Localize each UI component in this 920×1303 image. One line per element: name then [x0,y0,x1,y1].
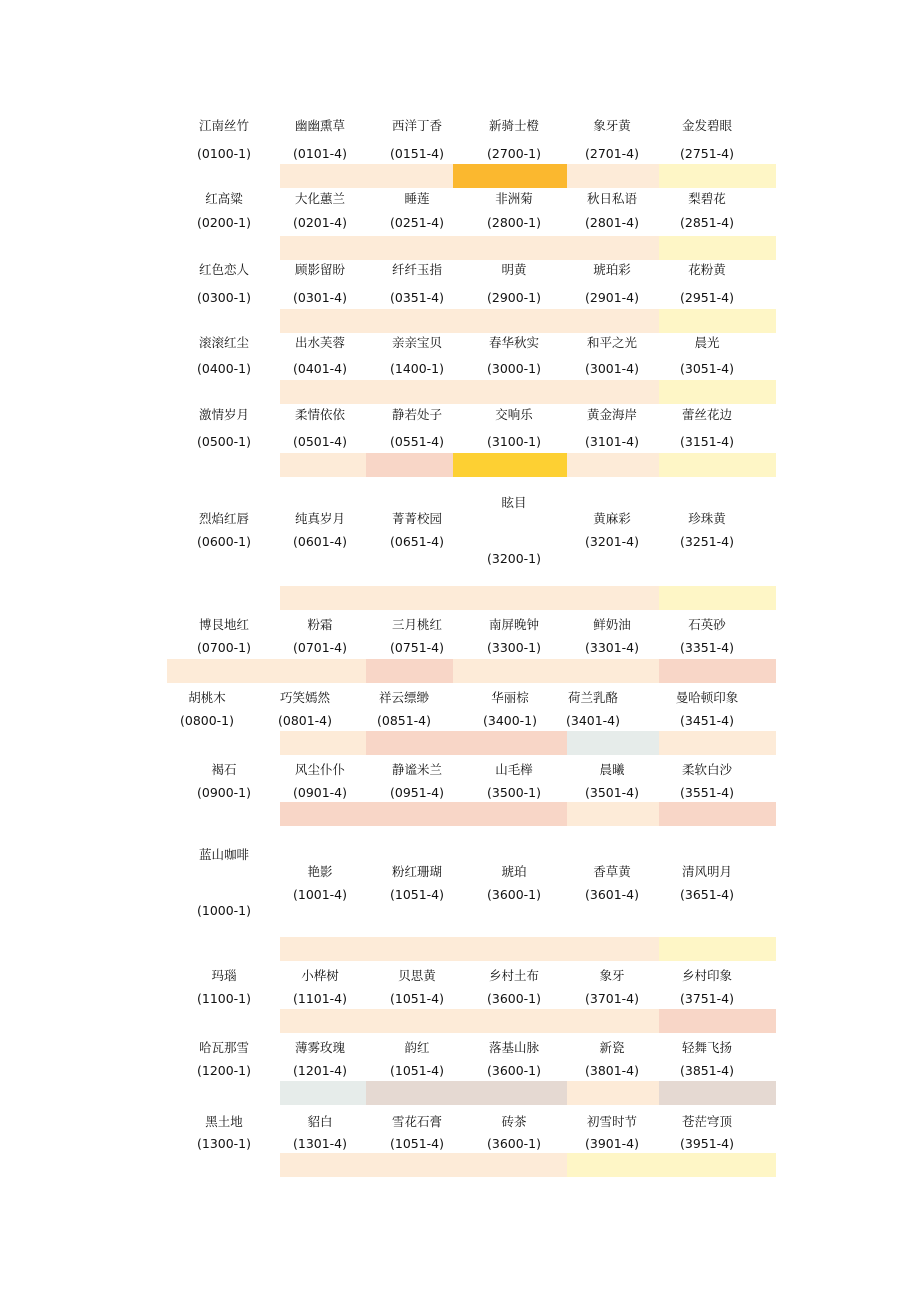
color-swatch [453,1153,567,1177]
color-code: (3200-1) [486,551,542,566]
color-swatch [366,453,453,477]
color-swatch [366,1153,453,1177]
color-code: (3001-4) [584,361,640,376]
color-name: 烈焰红唇 [198,511,250,526]
color-swatch [280,659,366,683]
color-name: 交响乐 [495,407,533,422]
color-swatch [453,380,567,404]
color-code: (1100-1) [196,991,252,1006]
color-swatch [366,731,453,755]
color-name: 静若处子 [391,407,443,422]
color-name: 纤纤玉指 [391,262,443,277]
color-name: 西洋丁香 [391,118,443,133]
color-name: 顾影留盼 [294,262,346,277]
color-swatch [659,380,776,404]
color-swatch [280,802,366,826]
color-swatch [366,659,453,683]
color-name: 亲亲宝贝 [391,335,443,350]
color-code: (0251-4) [389,215,445,230]
color-swatch [280,731,366,755]
color-code: (1201-4) [292,1063,348,1078]
color-swatch [659,802,776,826]
color-swatch [366,802,453,826]
color-code: (1200-1) [196,1063,252,1078]
color-swatch [453,453,567,477]
color-name: 雪花石膏 [391,1114,443,1129]
color-name: 乡村印象 [681,968,733,983]
color-name: 山毛榉 [495,762,533,777]
color-code: (0351-4) [389,290,445,305]
color-name: 象牙黄 [593,118,631,133]
color-code: (3600-1) [486,887,542,902]
color-name: 黄麻彩 [593,511,631,526]
color-name: 珍珠黄 [688,511,726,526]
color-swatch [366,1081,453,1105]
color-name: 曼哈顿印象 [675,690,739,705]
color-name: 鲜奶油 [593,617,631,632]
color-code: (3751-4) [679,991,735,1006]
color-name: 落基山脉 [488,1040,540,1055]
color-code: (3301-4) [584,640,640,655]
color-code: (3151-4) [679,434,735,449]
color-code: (0501-4) [292,434,348,449]
color-name: 新骑士橙 [488,118,540,133]
color-name: 石英砂 [688,617,726,632]
color-name: 晨曦 [599,762,625,777]
color-name: 南屏晚钟 [488,617,540,632]
color-name: 出水芙蓉 [294,335,346,350]
color-swatch [567,659,659,683]
color-name: 轻舞飞扬 [681,1040,733,1055]
color-code: (2951-4) [679,290,735,305]
color-code: (3501-4) [584,785,640,800]
color-name: 琥珀彩 [593,262,631,277]
color-name: 明黄 [501,262,527,277]
color-code: (0751-4) [389,640,445,655]
color-swatch [366,309,453,333]
color-code: (0851-4) [376,713,432,728]
color-name: 褐石 [211,762,237,777]
color-swatch [453,309,567,333]
color-code: (3951-4) [679,1136,735,1151]
color-code: (3251-4) [679,534,735,549]
color-code: (0401-4) [292,361,348,376]
color-name: 花粉黄 [688,262,726,277]
color-swatch [366,1009,453,1033]
color-name: 韵红 [404,1040,430,1055]
color-code: (3901-4) [584,1136,640,1151]
color-code: (2900-1) [486,290,542,305]
color-name: 荷兰乳酪 [567,690,619,705]
color-swatch [659,1081,776,1105]
color-swatch [280,1009,366,1033]
color-swatch [280,236,366,260]
color-code: (3701-4) [584,991,640,1006]
color-code: (1400-1) [389,361,445,376]
color-swatch [659,236,776,260]
color-swatch [659,659,776,683]
color-code: (0900-1) [196,785,252,800]
color-name: 贝思黄 [398,968,436,983]
color-name: 艳影 [307,864,333,879]
color-swatch [453,1081,567,1105]
color-code: (3500-1) [486,785,542,800]
color-code: (1101-4) [292,991,348,1006]
color-name: 秋日私语 [586,191,638,206]
color-name: 玛瑙 [211,968,237,983]
color-name: 博艮地红 [198,617,250,632]
color-code: (2700-1) [486,146,542,161]
color-swatch [659,453,776,477]
color-code: (0301-4) [292,290,348,305]
color-name: 眩目 [501,495,527,510]
color-name: 蓝山咖啡 [198,847,250,862]
color-name: 金发碧眼 [681,118,733,133]
color-code: (2800-1) [486,215,542,230]
color-swatch [366,380,453,404]
color-name: 小桦树 [301,968,339,983]
color-code: (3351-4) [679,640,735,655]
color-swatch [453,586,567,610]
color-code: (3201-4) [584,534,640,549]
color-swatch [659,1009,776,1033]
color-code: (3300-1) [486,640,542,655]
color-code: (2701-4) [584,146,640,161]
color-code: (3100-1) [486,434,542,449]
color-swatch [280,309,366,333]
color-swatch [453,1009,567,1033]
color-code: (1300-1) [196,1136,252,1151]
color-code: (0300-1) [196,290,252,305]
color-code: (0400-1) [196,361,252,376]
color-code: (2901-4) [584,290,640,305]
color-name: 三月桃红 [391,617,443,632]
color-code: (1001-4) [292,887,348,902]
color-name: 苍茫穹顶 [681,1114,733,1129]
color-code: (3600-1) [486,1063,542,1078]
color-code: (0551-4) [389,434,445,449]
color-code: (3801-4) [584,1063,640,1078]
color-name: 黄金海岸 [586,407,638,422]
color-name: 新瓷 [599,1040,625,1055]
color-swatch [659,586,776,610]
color-name: 初雪时节 [586,1114,638,1129]
color-swatch [567,453,659,477]
color-swatch [280,586,366,610]
color-swatch [567,236,659,260]
color-swatch [280,1153,366,1177]
color-name: 江南丝竹 [198,118,250,133]
color-name: 红色恋人 [198,262,250,277]
color-name: 和平之光 [586,335,638,350]
color-name: 静谧米兰 [391,762,443,777]
color-name: 梨碧花 [688,191,726,206]
color-code: (1051-4) [389,1063,445,1078]
color-code: (0651-4) [389,534,445,549]
color-code: (0601-4) [292,534,348,549]
color-swatch [659,309,776,333]
color-code: (2801-4) [584,215,640,230]
color-name: 象牙 [599,968,625,983]
color-name: 柔软白沙 [681,762,733,777]
color-name: 幽幽熏草 [294,118,346,133]
color-swatch [567,1009,659,1033]
color-name: 激情岁月 [198,407,250,422]
color-code: (3451-4) [679,713,735,728]
color-swatch [659,164,776,188]
color-code: (0800-1) [179,713,235,728]
color-code: (3101-4) [584,434,640,449]
color-name: 香草黄 [593,864,631,879]
color-code: (0101-4) [292,146,348,161]
color-swatch [366,236,453,260]
color-code: (0951-4) [389,785,445,800]
color-name: 祥云缥缈 [378,690,430,705]
color-code: (0151-4) [389,146,445,161]
color-swatch [567,309,659,333]
color-code: (1051-4) [389,1136,445,1151]
color-code: (3000-1) [486,361,542,376]
color-swatch [366,937,453,961]
color-swatch [280,164,366,188]
color-name: 柔情依依 [294,407,346,422]
color-swatch [659,1153,776,1177]
color-code: (1051-4) [389,991,445,1006]
color-swatch [567,586,659,610]
color-swatch [366,164,453,188]
color-code: (1000-1) [196,903,252,918]
color-swatch [280,380,366,404]
color-name: 菁菁校园 [391,511,443,526]
color-code: (2751-4) [679,146,735,161]
color-code: (0500-1) [196,434,252,449]
color-name: 滚滚红尘 [198,335,250,350]
color-name: 晨光 [694,335,720,350]
color-swatch [453,659,567,683]
color-code: (3551-4) [679,785,735,800]
color-code: (0200-1) [196,215,252,230]
color-name: 纯真岁月 [294,511,346,526]
color-swatch [453,937,567,961]
color-code: (0600-1) [196,534,252,549]
color-swatch [453,236,567,260]
color-code: (1301-4) [292,1136,348,1151]
color-swatch [280,453,366,477]
color-name: 哈瓦那雪 [198,1040,250,1055]
color-swatch [280,937,366,961]
color-swatch [567,937,659,961]
color-swatch [567,1081,659,1105]
color-swatch [567,1153,659,1177]
color-name: 琥珀 [501,864,527,879]
color-name: 貂白 [307,1114,333,1129]
color-name: 红高粱 [205,191,243,206]
color-name: 胡桃木 [188,690,226,705]
color-swatch [567,164,659,188]
color-name: 砖茶 [501,1114,527,1129]
color-code: (2851-4) [679,215,735,230]
color-code: (3601-4) [584,887,640,902]
color-name: 巧笑嫣然 [279,690,331,705]
color-code: (0100-1) [196,146,252,161]
color-name: 蕾丝花边 [681,407,733,422]
color-code: (1051-4) [389,887,445,902]
color-name: 风尘仆仆 [294,762,346,777]
color-name: 清风明月 [681,864,733,879]
color-swatch [453,802,567,826]
color-code: (0701-4) [292,640,348,655]
color-code: (3600-1) [486,1136,542,1151]
color-swatch [280,1081,366,1105]
color-name: 华丽棕 [491,690,529,705]
color-name: 大化蕙兰 [294,191,346,206]
color-code: (3600-1) [486,991,542,1006]
color-code: (0901-4) [292,785,348,800]
color-name: 薄雾玫瑰 [294,1040,346,1055]
color-swatch [167,659,280,683]
color-name: 睡莲 [404,191,430,206]
color-name: 乡村土布 [488,968,540,983]
color-code: (3851-4) [679,1063,735,1078]
color-name: 粉霜 [307,617,333,632]
color-code: (3400-1) [482,713,538,728]
color-code: (3051-4) [679,361,735,376]
color-code: (0801-4) [277,713,333,728]
color-swatch [659,937,776,961]
color-code: (3401-4) [565,713,621,728]
color-swatch [567,380,659,404]
color-code: (0201-4) [292,215,348,230]
color-swatch [366,586,453,610]
color-swatch [659,731,776,755]
color-swatch [567,731,659,755]
color-name: 粉红珊瑚 [391,864,443,879]
color-swatch [453,164,567,188]
color-name: 黑土地 [205,1114,243,1129]
color-swatch [453,731,567,755]
color-code: (3651-4) [679,887,735,902]
color-name: 春华秋实 [488,335,540,350]
color-name: 非洲菊 [495,191,533,206]
color-swatch [567,802,659,826]
color-code: (0700-1) [196,640,252,655]
